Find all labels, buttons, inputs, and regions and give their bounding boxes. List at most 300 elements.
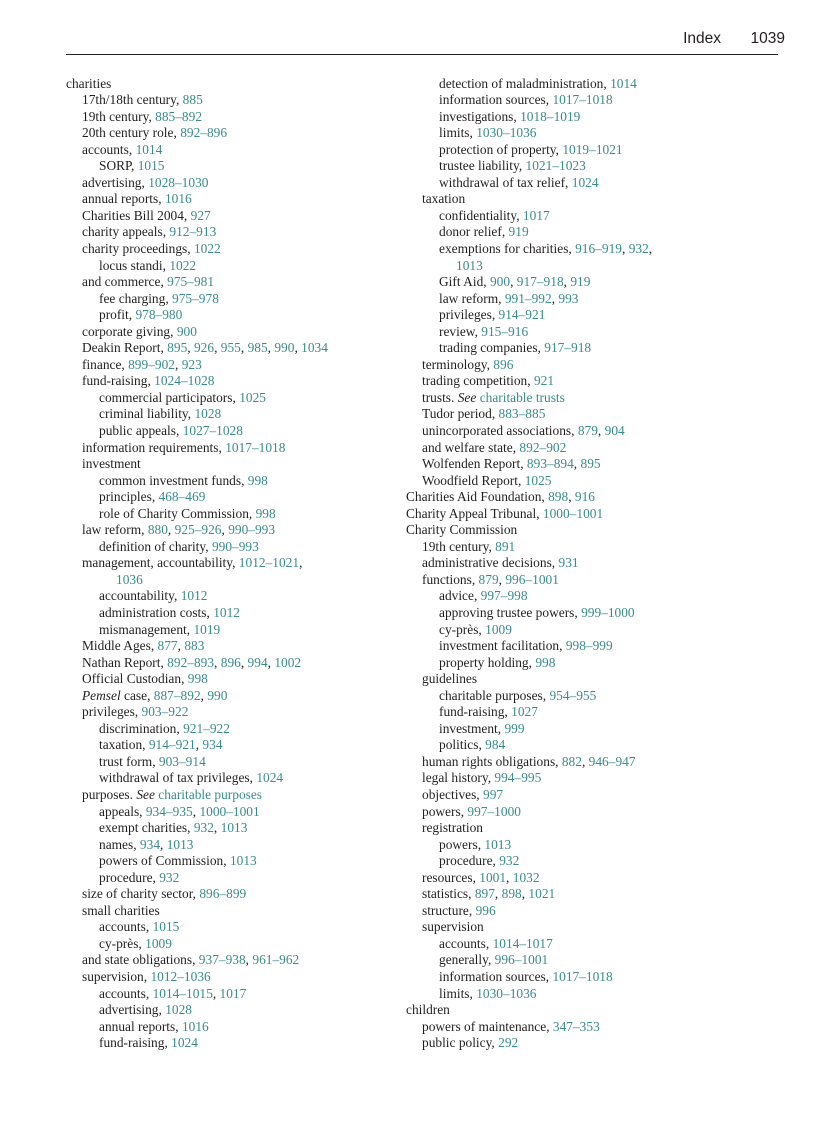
page-reference-link[interactable]: 896–899 bbox=[199, 886, 247, 902]
index-subentry: protection of property, 1019–1021 bbox=[439, 141, 623, 157]
page-reference-link[interactable]: 991–992 bbox=[504, 290, 552, 306]
index-term: human rights obligations bbox=[422, 753, 556, 769]
index-term: privileges bbox=[82, 704, 135, 720]
see-reference-link[interactable]: charitable purposes bbox=[158, 787, 263, 803]
index-term: cy-près bbox=[439, 621, 479, 637]
index-subentry: trading competition, 921 bbox=[422, 373, 555, 389]
page-reference-link[interactable]: 897 bbox=[474, 886, 495, 902]
page-reference-link[interactable]: 1000–1001 bbox=[542, 505, 604, 521]
index-term: powers bbox=[439, 836, 478, 852]
index-subentry: review, 915–916 bbox=[439, 323, 529, 339]
page-reference-link[interactable]: 1030–1036 bbox=[476, 125, 537, 141]
index-subentry: commercial participators, 1025 bbox=[99, 389, 266, 405]
index-subentry: law reform, 991–992, 993 bbox=[439, 290, 579, 306]
page-reference-link[interactable]: 1028 bbox=[165, 1002, 192, 1018]
index-subentry: annual reports, 1016 bbox=[82, 191, 192, 207]
index-term: limits bbox=[439, 125, 470, 141]
page-reference-link[interactable]: 292 bbox=[498, 1035, 519, 1051]
page-reference-link[interactable]: 994 bbox=[247, 654, 268, 670]
index-subentry: information requirements, 1017–1018 bbox=[82, 439, 286, 455]
index-term: accounts bbox=[82, 141, 129, 157]
page-reference-link[interactable]: 1027 bbox=[511, 704, 538, 720]
page-reference-link[interactable]: 896 bbox=[493, 356, 514, 372]
page-reference-link[interactable]: 892–893 bbox=[167, 654, 215, 670]
page-reference-link[interactable]: 990–993 bbox=[211, 538, 259, 554]
page-reference-link[interactable]: 998 bbox=[255, 505, 276, 521]
page-reference-link[interactable]: 996–1001 bbox=[505, 571, 559, 587]
index-term: management, accountability bbox=[82, 555, 233, 571]
index-subentry: confidentiality, 1017 bbox=[439, 207, 550, 223]
page-reference-link[interactable]: 917–918 bbox=[544, 340, 592, 356]
index-term: accountability bbox=[99, 588, 174, 604]
page-reference-link[interactable]: 900 bbox=[176, 323, 197, 339]
index-subentry: SORP, 1015 bbox=[99, 158, 165, 174]
index-subentry: unincorporated associations, 879, 904 bbox=[422, 422, 625, 438]
index-term: charities bbox=[66, 75, 112, 91]
page-reference-link[interactable]: 934–935 bbox=[145, 803, 193, 819]
index-subentry bbox=[406, 671, 736, 688]
index-subentry: limits, 1030–1036 bbox=[439, 125, 537, 141]
page-reference-link[interactable]: 1013 bbox=[484, 836, 512, 852]
index-term: public appeals bbox=[99, 422, 176, 438]
index-subentry: fund-raising, 1027 bbox=[439, 704, 538, 720]
page-reference-link[interactable]: 984 bbox=[485, 737, 506, 753]
index-term: size of charity sector bbox=[82, 886, 193, 902]
index-subentry: purposes. See charitable purposes bbox=[82, 787, 263, 803]
page-reference-link[interactable]: 1028 bbox=[194, 406, 222, 422]
index-subentry: fee charging, 975–978 bbox=[99, 290, 219, 306]
index-subentry bbox=[406, 820, 736, 837]
index-column-left bbox=[66, 76, 396, 1052]
page-reference-link[interactable]: 985 bbox=[247, 340, 268, 356]
index-term: 19th century bbox=[422, 538, 489, 554]
index-subentry bbox=[66, 903, 396, 920]
index-subentry bbox=[406, 191, 736, 208]
index-subentry: mismanagement, 1019 bbox=[99, 621, 221, 637]
index-subentry: limits, 1030–1036 bbox=[439, 985, 537, 1001]
page-reference-link[interactable]: 877 bbox=[157, 638, 178, 654]
index-subentry: human rights obligations, 882, 946–947 bbox=[422, 753, 636, 769]
page-reference-link[interactable]: 961–962 bbox=[252, 952, 300, 968]
index-subentry: Pemsel case, 887–892, 990 bbox=[82, 687, 228, 703]
page-reference-link[interactable]: 1014–1015 bbox=[152, 985, 213, 1001]
index-term: information sources bbox=[439, 92, 546, 108]
page-reference-link[interactable]: 899–902 bbox=[128, 356, 175, 372]
page-reference-link[interactable]: 975–978 bbox=[172, 290, 219, 306]
page-reference-link[interactable]: 1017–1018 bbox=[225, 439, 286, 455]
index-subentry: profit, 978–980 bbox=[99, 307, 183, 323]
page-reference-link[interactable]: 915–916 bbox=[481, 323, 529, 339]
index-subentry: cy-près, 1009 bbox=[439, 621, 512, 637]
page-reference-link[interactable]: 998 bbox=[535, 654, 556, 670]
page-reference-link[interactable]: 978–980 bbox=[135, 307, 183, 323]
page-reference-link[interactable]: 937–938 bbox=[198, 952, 246, 968]
page-reference-link[interactable]: 1001 bbox=[479, 869, 507, 885]
index-subentry: trustee liability, 1021–1023 bbox=[439, 158, 586, 174]
see-reference-link[interactable]: charitable trusts bbox=[479, 389, 565, 405]
index-term: Pemsel bbox=[82, 687, 121, 703]
index-term: corporate giving bbox=[82, 323, 171, 339]
page-reference-link[interactable]: 1013 bbox=[456, 257, 483, 273]
page-reference-link[interactable]: 892–902 bbox=[519, 439, 567, 455]
page-reference-link[interactable]: 1036 bbox=[116, 571, 143, 587]
page-reference-link[interactable]: 1013 bbox=[229, 853, 257, 869]
index-subentry: Woodfield Report, 1025 bbox=[422, 472, 552, 488]
index-subentry: Charities Bill 2004, 927 bbox=[82, 207, 211, 223]
index-term: definition of charity bbox=[99, 538, 206, 554]
page-reference-link[interactable]: 1018–1019 bbox=[520, 108, 581, 124]
index-subentry: approving trustee powers, 999–1000 bbox=[439, 605, 635, 620]
index-main-entry bbox=[66, 76, 396, 93]
page-reference-link[interactable]: 919 bbox=[508, 224, 529, 240]
page-reference-link[interactable]: 998–999 bbox=[565, 638, 613, 654]
index-term: charitable purposes bbox=[439, 687, 543, 703]
index-term: appeals bbox=[99, 803, 140, 819]
page-reference-link[interactable]: 1009 bbox=[145, 935, 172, 951]
page-reference-link[interactable]: 1022 bbox=[169, 257, 197, 273]
index-term: powers of maintenance bbox=[422, 1018, 547, 1034]
index-term: withdrawal of tax privileges bbox=[99, 770, 250, 786]
index-subentry: accounts, 1015 bbox=[99, 919, 180, 935]
page-reference-link[interactable]: 998 bbox=[187, 671, 208, 687]
page-reference-link[interactable]: 916–919 bbox=[575, 240, 622, 256]
page-reference-link[interactable]: 1024–1028 bbox=[154, 373, 215, 389]
index-term: accounts bbox=[439, 935, 486, 951]
page-reference-link[interactable]: 885–892 bbox=[155, 108, 203, 124]
page-reference-link[interactable]: 1019–1021 bbox=[562, 141, 623, 157]
page-reference-link[interactable]: 955 bbox=[220, 340, 241, 356]
index-subentry: accountability, 1012 bbox=[99, 588, 208, 604]
index-term: role of Charity Commission bbox=[99, 505, 249, 521]
page-reference-link[interactable]: 997–1000 bbox=[467, 803, 521, 819]
index-subentry: advice, 997–998 bbox=[439, 588, 528, 604]
page-reference-link[interactable]: 917–918 bbox=[516, 274, 564, 290]
index-subentry: advertising, 1028 bbox=[99, 1002, 192, 1018]
index-term: children bbox=[406, 1002, 450, 1018]
index-term: taxation bbox=[99, 737, 143, 753]
page-reference-link[interactable]: 891 bbox=[495, 538, 516, 554]
page-reference-link[interactable]: 882 bbox=[561, 753, 582, 769]
page-reference-link[interactable]: 1016 bbox=[164, 191, 192, 207]
index-term: public policy bbox=[422, 1035, 492, 1051]
page-reference-link[interactable]: 934 bbox=[139, 836, 161, 852]
index-term: information requirements bbox=[82, 439, 219, 455]
page-reference-link[interactable]: 1021 bbox=[528, 886, 556, 902]
page-reference-link[interactable]: 1017 bbox=[219, 985, 247, 1001]
index-term: Tudor period bbox=[422, 406, 492, 422]
page-reference-link[interactable]: 993 bbox=[558, 290, 579, 306]
page-reference-link[interactable]: 914–921 bbox=[148, 737, 196, 753]
page-reference-link[interactable]: 1022 bbox=[193, 240, 221, 256]
page-reference-link[interactable]: 892–896 bbox=[180, 125, 228, 141]
page-reference-link[interactable]: 904 bbox=[604, 422, 625, 438]
index-subentry: trust form, 903–914 bbox=[99, 753, 206, 769]
index-term: Charity Commission bbox=[406, 522, 518, 538]
page-reference-link[interactable]: 883–885 bbox=[498, 406, 546, 422]
page-reference-link[interactable]: 1014–1017 bbox=[492, 935, 553, 951]
index-term: Official Custodian bbox=[82, 671, 182, 687]
index-term: 19th century bbox=[82, 108, 149, 124]
page-reference-link[interactable]: 996 bbox=[475, 902, 496, 918]
index-term: limits bbox=[439, 985, 470, 1001]
index-subentry: resources, 1001, 1032 bbox=[422, 869, 540, 885]
page-reference-link[interactable]: 895 bbox=[580, 456, 601, 472]
page-reference-link[interactable]: 1024 bbox=[571, 174, 599, 190]
page-reference-link[interactable]: 879 bbox=[577, 422, 598, 438]
index-term: legal history bbox=[422, 770, 488, 786]
index-subentry: accounts, 1014–1015, 1017 bbox=[99, 985, 247, 1001]
running-header bbox=[66, 30, 785, 52]
index-subentry: property holding, 998 bbox=[439, 654, 556, 670]
page-reference-link[interactable]: 898 bbox=[548, 489, 569, 505]
page-reference-link[interactable]: 883 bbox=[184, 638, 205, 654]
index-term: procedure bbox=[99, 869, 153, 885]
page-reference-link[interactable]: 925–926 bbox=[174, 522, 222, 538]
index-entry-continuation bbox=[406, 258, 736, 275]
index-subentry: taxation, 914–921, 934 bbox=[99, 737, 223, 753]
index-term: charity appeals bbox=[82, 224, 163, 240]
page-reference-link[interactable]: 1012 bbox=[180, 588, 208, 604]
page-reference-link[interactable]: 903–922 bbox=[141, 704, 189, 720]
index-subentry: 19th century, 891 bbox=[422, 538, 516, 554]
index-term: Gift Aid bbox=[439, 274, 484, 290]
index-subentry: exempt charities, 932, 1013 bbox=[99, 820, 248, 836]
index-subentry: principles, 468–469 bbox=[99, 489, 206, 505]
index-term: Woodfield Report bbox=[422, 472, 518, 488]
index-term: guidelines bbox=[422, 671, 478, 687]
page-reference-link[interactable]: 1012–1021 bbox=[238, 555, 300, 571]
index-term: and commerce bbox=[82, 274, 161, 290]
page-reference-link[interactable]: 1019 bbox=[193, 621, 221, 637]
page-reference-link[interactable]: 997 bbox=[483, 787, 504, 803]
index-subentry: structure, 996 bbox=[422, 902, 496, 918]
page-reference-link[interactable]: 916 bbox=[574, 489, 595, 505]
page-reference-link[interactable]: 893–894 bbox=[526, 456, 574, 472]
page-reference-link[interactable]: 996–1001 bbox=[494, 952, 549, 968]
index-term: advertising bbox=[99, 1002, 159, 1018]
header-rule bbox=[66, 54, 778, 55]
page-reference-link[interactable]: 921–922 bbox=[183, 720, 230, 736]
page-reference-link[interactable]: 1014 bbox=[135, 141, 163, 157]
page-reference-link[interactable]: 1017 bbox=[522, 207, 550, 223]
index-subentry: accounts, 1014–1017 bbox=[439, 935, 553, 951]
index-term: withdrawal of tax relief bbox=[439, 174, 566, 190]
index-subentry: Tudor period, 883–885 bbox=[422, 406, 546, 422]
page-reference-link[interactable]: 1002 bbox=[274, 654, 302, 670]
page-reference-link[interactable]: 880 bbox=[147, 522, 168, 538]
page-reference-link[interactable]: 1028–1030 bbox=[148, 174, 209, 190]
page-reference-link[interactable]: 468–469 bbox=[158, 489, 206, 505]
index-term: powers bbox=[422, 803, 461, 819]
page-reference-link[interactable]: 1015 bbox=[137, 158, 165, 174]
index-term: fund-raising bbox=[439, 704, 505, 720]
index-term: law reform bbox=[439, 290, 499, 306]
index-term: investigations bbox=[439, 108, 514, 124]
page-number: 1039 bbox=[750, 30, 785, 47]
index-subentry: 17th/18th century, 885 bbox=[82, 92, 203, 108]
page-reference-link[interactable]: 946–947 bbox=[588, 753, 636, 769]
index-subentry: Middle Ages, 877, 883 bbox=[82, 638, 205, 654]
index-term: registration bbox=[422, 820, 483, 836]
index-subentry: Nathan Report, 892–893, 896, 994, 1002 bbox=[82, 654, 302, 670]
index-term: supervision bbox=[82, 969, 144, 985]
page-reference-link[interactable]: 990 bbox=[207, 687, 228, 703]
page-reference-link[interactable]: 923 bbox=[181, 356, 202, 372]
index-subentry: terminology, 896 bbox=[422, 356, 514, 372]
index-subentry: names, 934, 1013 bbox=[99, 836, 194, 852]
page-reference-link[interactable]: 914–921 bbox=[498, 307, 546, 323]
page-reference-link[interactable]: 999 bbox=[504, 720, 525, 736]
index-main-entry: Charities Aid Foundation, 898, 916 bbox=[406, 489, 595, 505]
page-reference-link[interactable]: 990–993 bbox=[228, 522, 276, 538]
page-reference-link[interactable]: 885 bbox=[182, 92, 203, 108]
page-reference-link[interactable]: 898 bbox=[501, 886, 522, 902]
index-subentry: withdrawal of tax privileges, 1024 bbox=[99, 770, 284, 786]
index-term: advertising bbox=[82, 174, 142, 190]
index-term: exempt charities bbox=[99, 820, 188, 836]
index-subentry: management, accountability, 1012–1021, bbox=[82, 555, 303, 571]
page-reference-link[interactable]: 1024 bbox=[171, 1035, 198, 1051]
page-reference-link[interactable]: 932 bbox=[193, 820, 214, 836]
page-reference-link[interactable]: 1017–1018 bbox=[552, 92, 613, 108]
page-reference-link[interactable]: 954–955 bbox=[549, 687, 597, 703]
index-subentry: Wolfenden Report, 893–894, 895 bbox=[422, 456, 601, 472]
index-subentry: and state obligations, 937–938, 961–962 bbox=[82, 952, 300, 968]
page-reference-link[interactable]: 879 bbox=[478, 571, 499, 587]
index-main-entry bbox=[406, 1002, 736, 1019]
page-reference-link[interactable]: 1021–1023 bbox=[525, 158, 586, 174]
index-subentry: 20th century role, 892–896 bbox=[82, 125, 228, 141]
index-term: investment facilitation bbox=[439, 638, 560, 654]
index-term: procedure bbox=[439, 853, 493, 869]
index-term: Nathan Report bbox=[82, 654, 161, 670]
index-term: accounts bbox=[99, 919, 146, 935]
page-reference-link[interactable]: 903–914 bbox=[158, 753, 206, 769]
page-reference-link[interactable]: 1009 bbox=[485, 621, 512, 637]
index-term: charity proceedings bbox=[82, 240, 188, 256]
page-reference-link[interactable]: 896 bbox=[220, 654, 241, 670]
index-subentry: functions, 879, 996–1001 bbox=[422, 571, 559, 587]
index-term: Charity Appeal Tribunal bbox=[406, 505, 537, 521]
index-term: Charities Aid Foundation bbox=[406, 489, 542, 505]
index-term: annual reports bbox=[99, 1018, 176, 1034]
index-term: trading companies bbox=[439, 340, 538, 356]
index-subentry: statistics, 897, 898, 1021 bbox=[422, 886, 556, 902]
page-reference-link[interactable]: 1014 bbox=[610, 75, 637, 91]
page-reference-link[interactable]: 999–1000 bbox=[581, 605, 635, 620]
page-reference-link[interactable]: 347–353 bbox=[552, 1018, 600, 1034]
page-reference-link[interactable]: 932 bbox=[499, 853, 520, 869]
page-reference-link[interactable]: 927 bbox=[190, 207, 211, 223]
index-term: functions bbox=[422, 571, 472, 587]
page-reference-link[interactable]: 912–913 bbox=[169, 224, 217, 240]
page-reference-link[interactable]: 1013 bbox=[166, 836, 194, 852]
index-subentry: powers, 997–1000 bbox=[422, 803, 521, 819]
page-reference-link[interactable]: 998 bbox=[247, 472, 268, 488]
index-term: review bbox=[439, 323, 475, 339]
index-term: Middle Ages bbox=[82, 638, 151, 654]
index-term: administration costs bbox=[99, 605, 207, 620]
index-subentry: privileges, 903–922 bbox=[82, 704, 189, 720]
index-subentry: corporate giving, 900 bbox=[82, 323, 197, 339]
index-term: detection of maladministration bbox=[439, 75, 604, 91]
page-reference-link[interactable]: 921 bbox=[533, 373, 555, 389]
index-term: statistics bbox=[422, 886, 469, 902]
index-subentry: charitable purposes, 954–955 bbox=[439, 687, 597, 703]
index-term: information sources bbox=[439, 969, 546, 985]
page-reference-link[interactable]: 1025 bbox=[524, 472, 552, 488]
see-label: See bbox=[136, 787, 155, 803]
page-reference-link[interactable]: 934 bbox=[202, 737, 223, 753]
index-subentry: information sources, 1017–1018 bbox=[439, 92, 613, 108]
page-reference-link[interactable]: 1000–1001 bbox=[199, 803, 260, 819]
page-reference-link[interactable]: 1030–1036 bbox=[476, 985, 537, 1001]
index-term: resources bbox=[422, 869, 473, 885]
page-reference-link[interactable]: 1015 bbox=[152, 919, 180, 935]
index-subentry: role of Charity Commission, 998 bbox=[99, 505, 276, 521]
index-subentry: definition of charity, 990–993 bbox=[99, 538, 259, 554]
index-term: approving trustee powers bbox=[439, 605, 575, 620]
index-subentry: investigations, 1018–1019 bbox=[439, 108, 581, 124]
index-term: commercial participators bbox=[99, 389, 233, 405]
page-reference-link[interactable]: 1013 bbox=[220, 820, 248, 836]
page-reference-link[interactable]: 1012 bbox=[213, 605, 240, 620]
index-term: politics bbox=[439, 737, 479, 753]
page-reference-link[interactable]: 997–998 bbox=[480, 588, 528, 604]
page-reference-link[interactable]: 1025 bbox=[239, 389, 266, 405]
page-reference-link[interactable]: 1027–1028 bbox=[182, 422, 243, 438]
index-subentry: public policy, 292 bbox=[422, 1035, 519, 1051]
index-term: and welfare state bbox=[422, 439, 513, 455]
index-term: principles bbox=[99, 489, 152, 505]
page-reference-link[interactable]: 926 bbox=[193, 340, 215, 356]
index-subentry: annual reports, 1016 bbox=[99, 1018, 209, 1034]
page-reference-link[interactable]: 1032 bbox=[512, 869, 540, 885]
index-subentry: powers of Commission, 1013 bbox=[99, 853, 257, 869]
page-reference-link[interactable]: 919 bbox=[570, 274, 591, 290]
page-reference-link[interactable]: 1012–1036 bbox=[150, 969, 211, 985]
index-term: criminal liability bbox=[99, 406, 188, 422]
page-reference-link[interactable]: 1016 bbox=[181, 1018, 209, 1034]
index-subentry: detection of maladministration, 1014 bbox=[439, 75, 637, 91]
index-subentry: and commerce, 975–981 bbox=[82, 274, 215, 290]
page-reference-link[interactable]: 1024 bbox=[256, 770, 284, 786]
page-reference-link[interactable]: 994–995 bbox=[494, 770, 542, 786]
page-reference-link[interactable]: 895 bbox=[167, 340, 188, 356]
page-reference-link[interactable]: 900 bbox=[489, 274, 511, 290]
index-term: trusts bbox=[422, 389, 452, 405]
index-term: purposes bbox=[82, 787, 130, 803]
index-subentry: privileges, 914–921 bbox=[439, 307, 546, 323]
index-subentry: trading companies, 917–918 bbox=[439, 340, 592, 356]
index-term: small charities bbox=[82, 902, 160, 918]
page-reference-link[interactable]: 1034 bbox=[301, 340, 328, 356]
page-reference-link[interactable]: 975–981 bbox=[167, 274, 215, 290]
index-term: unincorporated associations bbox=[422, 422, 572, 438]
index-term: Wolfenden Report bbox=[422, 456, 521, 472]
page-reference-link[interactable]: 1017–1018 bbox=[552, 969, 613, 985]
page-reference-link[interactable]: 887–892 bbox=[153, 687, 201, 703]
page-reference-link[interactable]: 990 bbox=[274, 340, 295, 356]
page-reference-link[interactable]: 932 bbox=[159, 869, 180, 885]
index-term: cy-près bbox=[99, 935, 139, 951]
index-subentry: discrimination, 921–922 bbox=[99, 720, 230, 736]
page-reference-link[interactable]: 931 bbox=[558, 555, 579, 571]
index-subentry: charity proceedings, 1022 bbox=[82, 240, 221, 256]
page-reference-link[interactable]: 932 bbox=[628, 240, 649, 256]
index-term: supervision bbox=[422, 919, 484, 935]
index-subentry: accounts, 1014 bbox=[82, 141, 163, 157]
